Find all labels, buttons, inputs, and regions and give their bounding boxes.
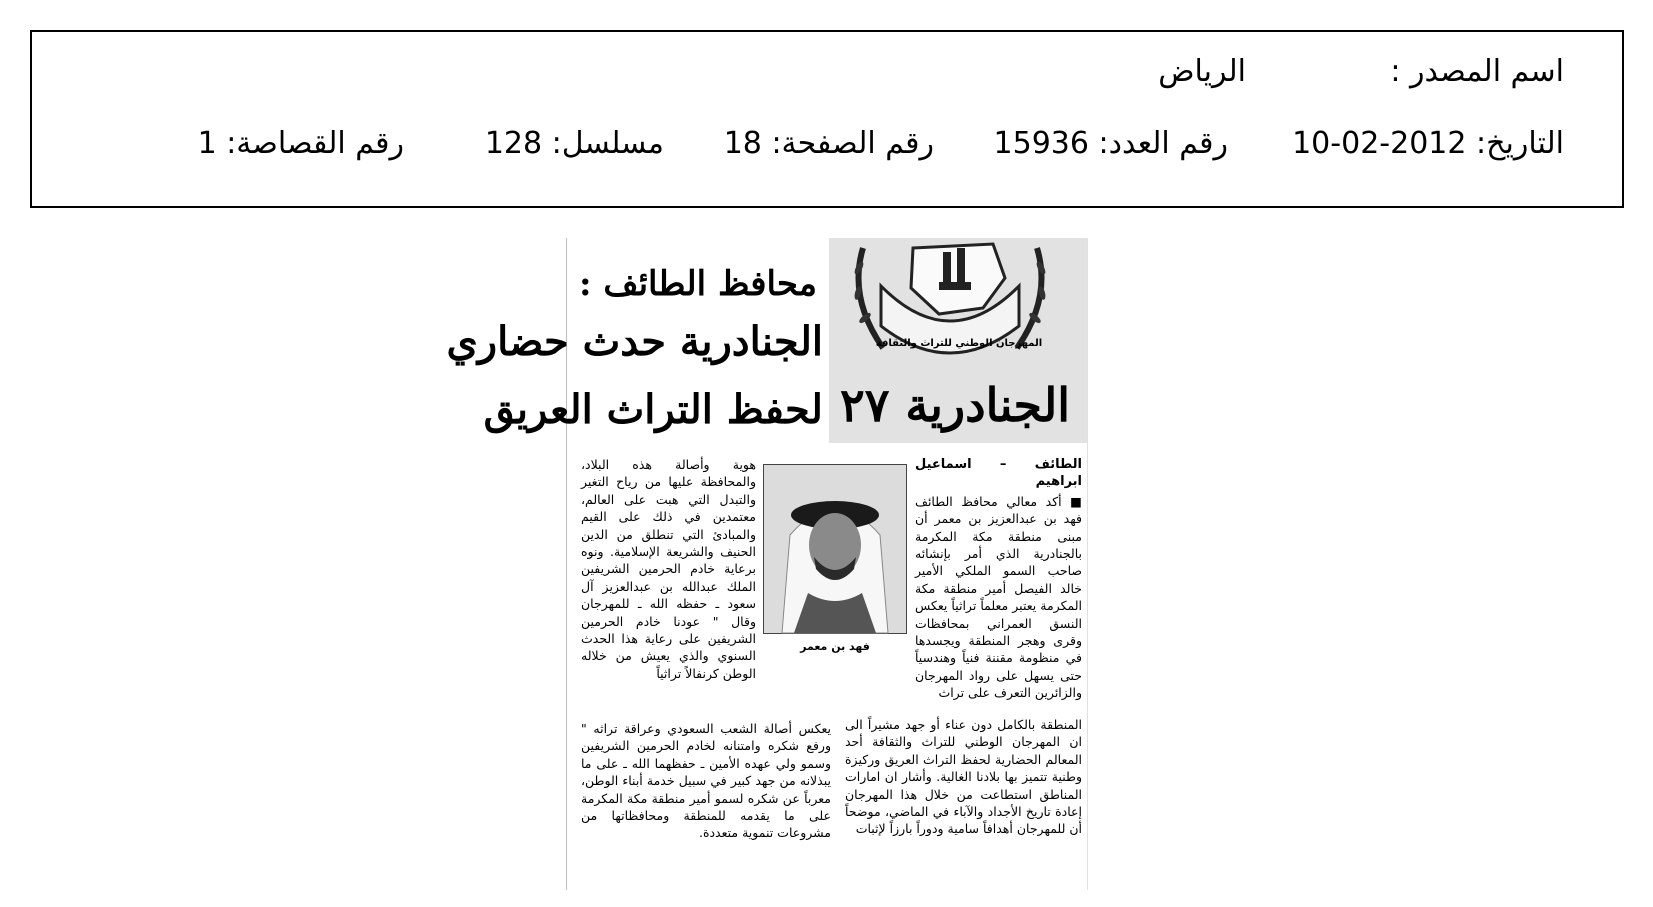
page-number-field: رقم الصفحة: 18 — [723, 126, 934, 161]
article-column-left — [581, 456, 756, 682]
article-column-right — [915, 456, 1082, 702]
photo-caption: فهد بن معمر — [800, 640, 870, 653]
janadriyah-logo — [829, 238, 1087, 443]
newspaper-clipping — [446, 238, 1088, 890]
article-column-bottom-left — [581, 720, 831, 842]
headline-line-3: لحفظ التراث العريق — [483, 386, 823, 433]
article-text-bottom-right: المنطقة بالكامل دون عناء أو جهد مشيراً الى ان المهرجان الوطني للتراث والثقافة أحد المعالم الحضارية لحفظ التراث العريق وركيزة وطنية تتميز بها بلادنا الغالية. وأشار ان امارات المناطق استطاعت من خلال هذا المهرجان إعادة تاريخ الأجداد والآباء في الماضي، موضحاً أن للمهرجان أهدافاً سامية ودوراً بارزاً لإثبات — [845, 717, 1082, 837]
article-column-bottom-right — [845, 716, 1082, 838]
source-label: اسم المصدر : — [1390, 54, 1564, 89]
serial-field: مسلسل: 128 — [484, 126, 664, 161]
byline: الطائف – اسماعيل ابراهيم — [915, 457, 1082, 490]
clipping-metadata-box — [30, 30, 1624, 208]
article-text-right: ■ أكد معالي محافظ الطائف فهد بن عبدالعزيز بن معمر أن مبنى منطقة مكة المكرمة بالجنادرية الذي أمر بإنشائه صاحب السمو الملكي الأمير خالد الفيصل أمير منطقة مكة المكرمة يعتبر معلماً تراثياً يعكس النسق العمراني بمحافظات وقرى وهجر المنطقة ويجسدها في منظومة مقننة فنياً وهندسياً حتى يسهل على رواد المهرجان والزائرين التعرف على تراث — [915, 493, 1082, 701]
logo-text: الجنادرية ٢٧ — [840, 378, 1070, 432]
emblem-caption: المهرجان الوطني للتراث والثقافة — [875, 338, 1043, 349]
article-text-left: هوية وأصالة هذه البلاد، والمحافظة عليها من رياح التغير والتبدل التي هبت على العالم، معتمدين في ذلك على القيم والمبادئ التي تنطلق من الدين الحنيف والشريعة الإسلامية. ونوه برعاية خادم الحرمين الشريفين الملك عبدالله بن عبدالعزيز آل سعود ـ حفظه الله ـ للمهرجان وقال " عودنا خادم الحرمين الشريفين على رعاية هذا الحدث السنوي والذي يعيش من خلاله الوطن كرنفالاً تراثياً — [581, 457, 756, 681]
date-field: التاريخ: 2012-02-10 — [1292, 126, 1564, 161]
source-value: الرياض — [1158, 54, 1246, 89]
clip-number-field: رقم القصاصة: 1 — [197, 126, 404, 161]
article-text-bottom-left: يعكس أصالة الشعب السعودي وعراقة تراثه " ورفع شكره وامتنانه لخادم الحرمين الشريفين وسمو ولي عهده الأمين ـ حفظهما الله ـ على ما يبذلانه من جهد كبير في سبيل خدمة أبناء الوطن، معرباً عن شكره لسمو أمير منطقة مكة المكرمة على ما يقدمه للمنطقة ومحافظاتها من مشروعات تنموية متعددة. — [581, 721, 831, 841]
issue-number-field: رقم العدد: 15936 — [993, 126, 1228, 161]
headline-line-2: الجنادرية حدث حضاري — [446, 318, 823, 365]
headline-line-1: محافظ الطائف : — [579, 264, 817, 304]
governor-photo — [763, 464, 907, 634]
festival-emblem-icon — [843, 238, 1057, 378]
person-photo-icon — [764, 465, 906, 633]
